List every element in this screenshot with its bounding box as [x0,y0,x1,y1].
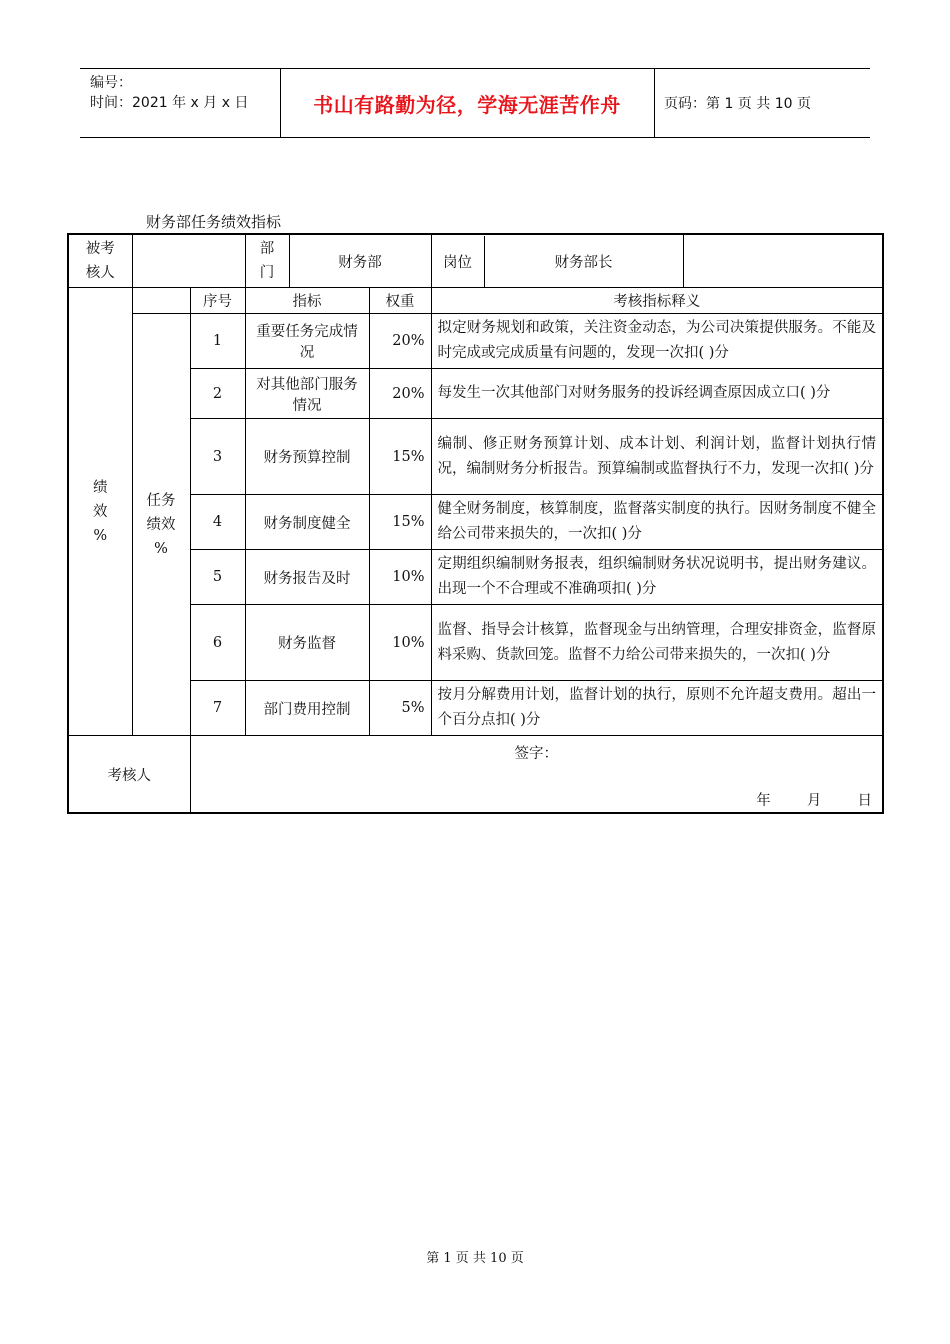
row-weight: 15% [369,495,431,550]
col-weight: 权重 [369,288,431,314]
row-weight: 15% [369,419,431,495]
table-row [68,681,883,736]
dept-label: 部 门 [245,234,289,288]
row-weight: 10% [369,605,431,681]
date-day: 日 [857,793,872,809]
row-seq: 5 [190,550,245,605]
row-explain: 拟定财务规划和政策，关注资金动态，为公司决策提供服务。不能及时完成或完成质量有问题的，发现一次扣( )分 [431,314,883,369]
header-page-label: 页码：第 1 页 共 10 页 [664,96,811,112]
table-row [68,419,883,495]
row-seq: 3 [190,419,245,495]
row-indicator: 重要任务完成情况 [245,314,369,369]
row-indicator: 财务预算控制 [245,419,369,495]
row-explain: 按月分解费用计划，监督计划的执行，原则不允许超支费用。超出一个百分点扣( )分 [431,681,883,736]
document-title: 财务部任务绩效指标 [146,213,282,231]
column-header-row [68,288,883,314]
reviewer-row [68,736,883,814]
number-label: 编号： [90,75,132,91]
table-row [68,495,883,550]
time-label: 时间：2021 年 x 月 x 日 [90,95,249,111]
row-seq: 4 [190,495,245,550]
blank-header-cell [132,288,190,314]
table-row [68,550,883,605]
reviewer-label: 考核人 [68,736,190,814]
date-year: 年 [756,793,771,809]
col-seq: 序号 [190,288,245,314]
col-indicator: 指标 [245,288,369,314]
row-seq: 2 [190,369,245,419]
row-indicator: 对其他部门服务情况 [245,369,369,419]
row-seq: 7 [190,681,245,736]
table-row [68,369,883,419]
perf-inner-label: 任务 绩效 % [132,314,190,736]
row-weight: 20% [369,314,431,369]
table-row [68,605,883,681]
page-footer: 第 1 页 共 10 页 [426,1251,524,1266]
signature-area[interactable] [190,736,883,814]
info-row [68,234,883,288]
post-value: 财务部长 [554,254,613,271]
signature-label: 签字： [514,746,558,762]
row-explain: 健全财务制度，核算制度，监督落实制度的执行。因财务制度不健全给公司带来损失的，一次扣( )分 [431,495,883,550]
examinee-value [132,234,245,288]
row-indicator: 财务监督 [245,605,369,681]
row-indicator: 财务报告及时 [245,550,369,605]
row-seq: 6 [190,605,245,681]
row-explain: 定期组织编制财务报表，组织编制财务状况说明书，提出财务建议。出现一个不合理或不准确项扣( )分 [431,550,883,605]
header-divider [654,69,655,137]
row-weight: 20% [369,369,431,419]
signature-date [725,789,872,810]
dept-value: 财务部 [289,234,431,288]
row-explain: 编制、修正财务预算计划、成本计划、利润计划，监督计划执行情况，编制财务分析报告。预算编制或监督执行不力，发现一次扣( )分 [431,419,883,495]
col-explain: 考核指标释义 [431,288,883,314]
row-weight: 10% [369,550,431,605]
header-meta [90,73,248,113]
row-explain: 监督、指导会计核算，监督现金与出纳管理，合理安排资金，监督原料采购、货款回笼。监督不力给公司带来损失的，一次扣( )分 [431,605,883,681]
row-indicator: 部门费用控制 [245,681,369,736]
examinee-label: 被考 核人 [68,234,132,288]
row-weight: 5% [369,681,431,736]
performance-table [67,233,884,814]
row-explain: 每发生一次其他部门对财务服务的投诉经调查原因成立口( )分 [431,369,883,419]
row-seq: 1 [190,314,245,369]
post-label: 岗位 [432,236,485,287]
header-motto: 书山有路勤为径，学海无涯苦作舟 [313,93,621,117]
perf-outer-label: 绩 效 % [68,288,132,736]
page-header [80,68,870,138]
table-row [68,314,883,369]
extra-value [683,234,883,288]
row-indicator: 财务制度健全 [245,495,369,550]
date-month: 月 [806,793,822,809]
post-cell [431,234,683,288]
